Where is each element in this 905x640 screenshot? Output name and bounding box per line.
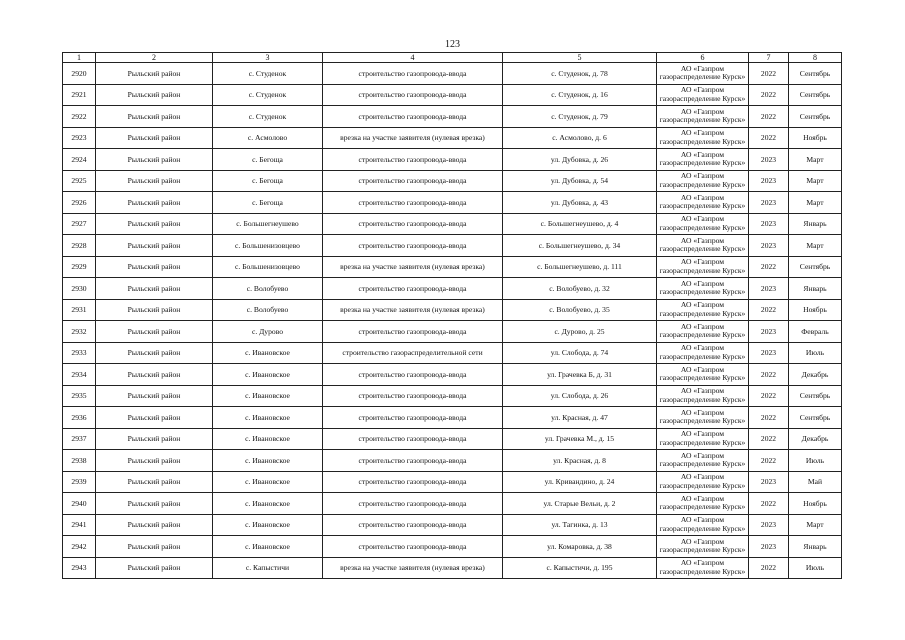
table-row [63, 557, 842, 579]
locality-cell: с. Бегоща [213, 149, 323, 171]
year-cell: 2023 [749, 192, 789, 214]
month-cell: Сентябрь [789, 106, 842, 128]
table-row [63, 428, 842, 450]
month-cell: Март [789, 149, 842, 171]
work-type-cell: строительство газопровода-ввода [323, 192, 503, 214]
district-cell: Рыльский район [96, 170, 213, 192]
year-cell: 2022 [749, 127, 789, 149]
address-cell: с. Волобуево, д. 35 [503, 299, 657, 321]
month-cell: Январь [789, 536, 842, 558]
work-type-cell: строительство газопровода-ввода [323, 106, 503, 128]
work-type-cell: строительство газопровода-ввода [323, 450, 503, 472]
organization-line: АО «Газпром [680, 278, 725, 288]
row-number-cell: 2932 [63, 321, 96, 343]
organization-line: АО «Газпром [680, 429, 725, 439]
organization-cell [657, 256, 749, 278]
organization-line: газораспределение Курск» [659, 416, 746, 426]
locality-cell: с. Ивановское [213, 450, 323, 472]
work-type-cell: строительство газопровода-ввода [323, 213, 503, 235]
organization-line: газораспределение Курск» [659, 308, 746, 318]
district-cell: Рыльский район [96, 299, 213, 321]
table-row [63, 299, 842, 321]
district-cell: Рыльский район [96, 536, 213, 558]
organization-line: АО «Газпром [680, 149, 725, 159]
organization-line: газораспределение Курск» [659, 480, 746, 490]
district-cell: Рыльский район [96, 471, 213, 493]
address-cell: ул. Грачевка М., д. 15 [503, 428, 657, 450]
organization-line: АО «Газпром [680, 472, 725, 482]
address-cell: ул. Слобода, д. 74 [503, 342, 657, 364]
district-cell: Рыльский район [96, 342, 213, 364]
organization-line: газораспределение Курск» [659, 136, 746, 146]
organization-line: газораспределение Курск» [659, 115, 746, 125]
month-cell: Сентябрь [789, 84, 842, 106]
locality-cell: с. Большегнеушево [213, 213, 323, 235]
table-row [63, 235, 842, 257]
month-cell: Ноябрь [789, 493, 842, 515]
row-number-cell: 2940 [63, 493, 96, 515]
organization-line: АО «Газпром [680, 558, 725, 568]
address-cell: с. Студенок, д. 79 [503, 106, 657, 128]
year-cell: 2023 [749, 213, 789, 235]
address-cell: с. Капыстичи, д. 195 [503, 557, 657, 579]
work-type-cell: строительство газопровода-ввода [323, 278, 503, 300]
organization-cell [657, 235, 749, 257]
locality-cell: с. Большенизовцево [213, 235, 323, 257]
organization-line: газораспределение Курск» [659, 72, 746, 82]
year-cell: 2022 [749, 557, 789, 579]
locality-cell: с. Бегоща [213, 192, 323, 214]
address-cell: ул. Грачевка Б, д. 31 [503, 364, 657, 386]
district-cell: Рыльский район [96, 63, 213, 85]
organization-line: АО «Газпром [680, 515, 725, 525]
month-cell: Декабрь [789, 364, 842, 386]
organization-line: АО «Газпром [680, 106, 725, 116]
column-number: 7 [749, 53, 789, 63]
year-cell: 2023 [749, 321, 789, 343]
column-number: 4 [323, 53, 503, 63]
table-row [63, 493, 842, 515]
organization-line: газораспределение Курск» [659, 545, 746, 555]
column-number: 1 [63, 53, 96, 63]
organization-line: газораспределение Курск» [659, 179, 746, 189]
district-cell: Рыльский район [96, 321, 213, 343]
year-cell: 2023 [749, 342, 789, 364]
district-cell: Рыльский район [96, 385, 213, 407]
organization-cell [657, 213, 749, 235]
work-type-cell: строительство газопровода-ввода [323, 149, 503, 171]
work-type-cell: строительство газопровода-ввода [323, 84, 503, 106]
locality-cell: с. Ивановское [213, 407, 323, 429]
work-type-cell: строительство газопровода-ввода [323, 63, 503, 85]
month-cell: Июль [789, 557, 842, 579]
organization-line: АО «Газпром [680, 450, 725, 460]
work-type-cell: строительство газопровода-ввода [323, 514, 503, 536]
table-row [63, 127, 842, 149]
table-row [63, 149, 842, 171]
organization-line: газораспределение Курск» [659, 459, 746, 469]
organization-line: газораспределение Курск» [659, 502, 746, 512]
work-type-cell: строительство газопровода-ввода [323, 235, 503, 257]
district-cell: Рыльский район [96, 278, 213, 300]
locality-cell: с. Ивановское [213, 514, 323, 536]
organization-cell [657, 407, 749, 429]
year-cell: 2023 [749, 170, 789, 192]
column-number: 2 [96, 53, 213, 63]
organization-line: газораспределение Курск» [659, 287, 746, 297]
organization-line: газораспределение Курск» [659, 265, 746, 275]
month-cell: Декабрь [789, 428, 842, 450]
organization-line: АО «Газпром [680, 192, 725, 202]
address-cell: ул. Дубовка, д. 26 [503, 149, 657, 171]
locality-cell: с. Волобуево [213, 278, 323, 300]
row-number-cell: 2922 [63, 106, 96, 128]
locality-cell: с. Студенок [213, 106, 323, 128]
month-cell: Сентябрь [789, 385, 842, 407]
locality-cell: с. Ивановское [213, 536, 323, 558]
table-row [63, 256, 842, 278]
month-cell: Ноябрь [789, 127, 842, 149]
district-cell: Рыльский район [96, 493, 213, 515]
work-type-cell: строительство газопровода-ввода [323, 407, 503, 429]
year-cell: 2022 [749, 450, 789, 472]
month-cell: Сентябрь [789, 256, 842, 278]
month-cell: Февраль [789, 321, 842, 343]
address-cell: с. Дурово, д. 25 [503, 321, 657, 343]
locality-cell: с. Студенок [213, 84, 323, 106]
organization-line: газораспределение Курск» [659, 244, 746, 254]
year-cell: 2022 [749, 364, 789, 386]
organization-line: газораспределение Курск» [659, 523, 746, 533]
row-number-cell: 2923 [63, 127, 96, 149]
organization-cell [657, 493, 749, 515]
row-number-cell: 2929 [63, 256, 96, 278]
locality-cell: с. Ивановское [213, 428, 323, 450]
column-number: 6 [657, 53, 749, 63]
row-number-cell: 2938 [63, 450, 96, 472]
row-number-cell: 2930 [63, 278, 96, 300]
work-type-cell: строительство газопровода-ввода [323, 385, 503, 407]
data-table [62, 52, 842, 579]
locality-cell: с. Бегоща [213, 170, 323, 192]
row-number-cell: 2939 [63, 471, 96, 493]
organization-line: газораспределение Курск» [659, 201, 746, 211]
address-cell: с. Волобуево, д. 32 [503, 278, 657, 300]
work-type-cell: строительство газопровода-ввода [323, 170, 503, 192]
locality-cell: с. Ивановское [213, 342, 323, 364]
row-number-cell: 2941 [63, 514, 96, 536]
table-row [63, 385, 842, 407]
organization-cell [657, 342, 749, 364]
table-row [63, 106, 842, 128]
organization-line: газораспределение Курск» [659, 394, 746, 404]
organization-line: газораспределение Курск» [659, 437, 746, 447]
organization-line: газораспределение Курск» [659, 351, 746, 361]
locality-cell: с. Капыстичи [213, 557, 323, 579]
organization-line: газораспределение Курск» [659, 330, 746, 340]
organization-line: АО «Газпром [680, 321, 725, 331]
year-cell: 2023 [749, 278, 789, 300]
district-cell: Рыльский район [96, 106, 213, 128]
locality-cell: с. Студенок [213, 63, 323, 85]
row-number-cell: 2928 [63, 235, 96, 257]
row-number-cell: 2936 [63, 407, 96, 429]
district-cell: Рыльский район [96, 84, 213, 106]
month-cell: Май [789, 471, 842, 493]
year-cell: 2022 [749, 385, 789, 407]
table-body [63, 63, 842, 579]
organization-line: АО «Газпром [680, 214, 725, 224]
address-cell: ул. Комаровка, д. 38 [503, 536, 657, 558]
organization-line: АО «Газпром [680, 536, 725, 546]
organization-cell [657, 364, 749, 386]
address-cell: ул. Красная, д. 8 [503, 450, 657, 472]
year-cell: 2022 [749, 84, 789, 106]
organization-line: АО «Газпром [680, 63, 725, 73]
organization-line: АО «Газпром [680, 85, 725, 95]
district-cell: Рыльский район [96, 127, 213, 149]
district-cell: Рыльский район [96, 364, 213, 386]
year-cell: 2022 [749, 493, 789, 515]
work-type-cell: врезка на участке заявителя (нулевая врезка) [323, 557, 503, 579]
organization-line: АО «Газпром [680, 128, 725, 138]
organization-cell [657, 321, 749, 343]
table-row [63, 63, 842, 85]
district-cell: Рыльский район [96, 235, 213, 257]
organization-cell [657, 428, 749, 450]
row-number-cell: 2926 [63, 192, 96, 214]
year-cell: 2022 [749, 407, 789, 429]
work-type-cell: строительство газопровода-ввода [323, 364, 503, 386]
column-number: 5 [503, 53, 657, 63]
district-cell: Рыльский район [96, 514, 213, 536]
column-number: 3 [213, 53, 323, 63]
district-cell: Рыльский район [96, 149, 213, 171]
district-cell: Рыльский район [96, 213, 213, 235]
month-cell: Март [789, 514, 842, 536]
address-cell: ул. Кривандино, д. 24 [503, 471, 657, 493]
year-cell: 2023 [749, 235, 789, 257]
address-cell: ул. Дубовка, д. 54 [503, 170, 657, 192]
page-number: 123 [445, 39, 460, 50]
year-cell: 2022 [749, 63, 789, 85]
organization-line: АО «Газпром [680, 407, 725, 417]
organization-line: АО «Газпром [680, 235, 725, 245]
month-cell: Июль [789, 342, 842, 364]
column-number: 8 [789, 53, 842, 63]
work-type-cell: строительство газораспределительной сети [323, 342, 503, 364]
district-cell: Рыльский район [96, 192, 213, 214]
organization-cell [657, 106, 749, 128]
row-number-cell: 2921 [63, 84, 96, 106]
locality-cell: с. Волобуево [213, 299, 323, 321]
column-numbers-row [63, 53, 842, 63]
row-number-cell: 2925 [63, 170, 96, 192]
district-cell: Рыльский район [96, 450, 213, 472]
table-row [63, 407, 842, 429]
month-cell: Март [789, 170, 842, 192]
month-cell: Январь [789, 278, 842, 300]
row-number-cell: 2943 [63, 557, 96, 579]
work-type-cell: врезка на участке заявителя (нулевая врезка) [323, 256, 503, 278]
year-cell: 2023 [749, 514, 789, 536]
locality-cell: с. Ивановское [213, 471, 323, 493]
table-row [63, 84, 842, 106]
address-cell: с. Студенок, д. 16 [503, 84, 657, 106]
table-row [63, 471, 842, 493]
district-cell: Рыльский район [96, 557, 213, 579]
address-cell: с. Большегнеушево, д. 34 [503, 235, 657, 257]
organization-cell [657, 149, 749, 171]
address-cell: ул. Слобода, д. 26 [503, 385, 657, 407]
organization-line: АО «Газпром [680, 493, 725, 503]
organization-line: газораспределение Курск» [659, 158, 746, 168]
work-type-cell: строительство газопровода-ввода [323, 493, 503, 515]
address-cell: с. Большегнеушево, д. 4 [503, 213, 657, 235]
table-row [63, 192, 842, 214]
district-cell: Рыльский район [96, 428, 213, 450]
month-cell: Январь [789, 213, 842, 235]
organization-cell [657, 450, 749, 472]
address-cell: ул. Красная, д. 47 [503, 407, 657, 429]
table-row [63, 514, 842, 536]
work-type-cell: врезка на участке заявителя (нулевая врезка) [323, 127, 503, 149]
address-cell: ул. Дубовка, д. 43 [503, 192, 657, 214]
address-cell: с. Студенок, д. 78 [503, 63, 657, 85]
year-cell: 2023 [749, 149, 789, 171]
organization-cell [657, 514, 749, 536]
organization-cell [657, 127, 749, 149]
organization-line: АО «Газпром [680, 364, 725, 374]
work-type-cell: врезка на участке заявителя (нулевая врезка) [323, 299, 503, 321]
year-cell: 2023 [749, 536, 789, 558]
address-cell: с. Асмолово, д. 6 [503, 127, 657, 149]
organization-cell [657, 84, 749, 106]
work-type-cell: строительство газопровода-ввода [323, 428, 503, 450]
organization-cell [657, 192, 749, 214]
locality-cell: с. Ивановское [213, 493, 323, 515]
organization-line: газораспределение Курск» [659, 93, 746, 103]
organization-cell [657, 471, 749, 493]
locality-cell: с. Большенизовцево [213, 256, 323, 278]
row-number-cell: 2931 [63, 299, 96, 321]
organization-line: АО «Газпром [680, 171, 725, 181]
organization-cell [657, 536, 749, 558]
month-cell: Сентябрь [789, 63, 842, 85]
month-cell: Март [789, 235, 842, 257]
district-cell: Рыльский район [96, 256, 213, 278]
organization-cell [657, 385, 749, 407]
row-number-cell: 2937 [63, 428, 96, 450]
year-cell: 2022 [749, 299, 789, 321]
organization-cell [657, 63, 749, 85]
organization-line: АО «Газпром [680, 257, 725, 267]
row-number-cell: 2942 [63, 536, 96, 558]
table-row [63, 170, 842, 192]
row-number-cell: 2935 [63, 385, 96, 407]
work-type-cell: строительство газопровода-ввода [323, 536, 503, 558]
year-cell: 2023 [749, 471, 789, 493]
work-type-cell: строительство газопровода-ввода [323, 471, 503, 493]
district-cell: Рыльский район [96, 407, 213, 429]
table-row [63, 364, 842, 386]
table-row [63, 278, 842, 300]
month-cell: Март [789, 192, 842, 214]
organization-line: АО «Газпром [680, 386, 725, 396]
locality-cell: с. Асмолово [213, 127, 323, 149]
month-cell: Сентябрь [789, 407, 842, 429]
table-row [63, 321, 842, 343]
locality-cell: с. Ивановское [213, 385, 323, 407]
organization-line: АО «Газпром [680, 343, 725, 353]
row-number-cell: 2933 [63, 342, 96, 364]
row-number-cell: 2920 [63, 63, 96, 85]
table-row [63, 342, 842, 364]
year-cell: 2022 [749, 106, 789, 128]
organization-line: газораспределение Курск» [659, 566, 746, 576]
row-number-cell: 2934 [63, 364, 96, 386]
locality-cell: с. Ивановское [213, 364, 323, 386]
table-row [63, 536, 842, 558]
organization-line: газораспределение Курск» [659, 222, 746, 232]
row-number-cell: 2927 [63, 213, 96, 235]
year-cell: 2022 [749, 428, 789, 450]
table-row [63, 213, 842, 235]
organization-line: газораспределение Курск» [659, 373, 746, 383]
address-cell: с. Большегнеушево, д. 111 [503, 256, 657, 278]
locality-cell: с. Дурово [213, 321, 323, 343]
month-cell: Июль [789, 450, 842, 472]
organization-line: АО «Газпром [680, 300, 725, 310]
row-number-cell: 2924 [63, 149, 96, 171]
work-type-cell: строительство газопровода-ввода [323, 321, 503, 343]
address-cell: ул. Старые Вельи, д. 2 [503, 493, 657, 515]
organization-cell [657, 278, 749, 300]
organization-cell [657, 557, 749, 579]
organization-cell [657, 299, 749, 321]
table-row [63, 450, 842, 472]
year-cell: 2022 [749, 256, 789, 278]
month-cell: Ноябрь [789, 299, 842, 321]
organization-cell [657, 170, 749, 192]
address-cell: ул. Тагинка, д. 13 [503, 514, 657, 536]
